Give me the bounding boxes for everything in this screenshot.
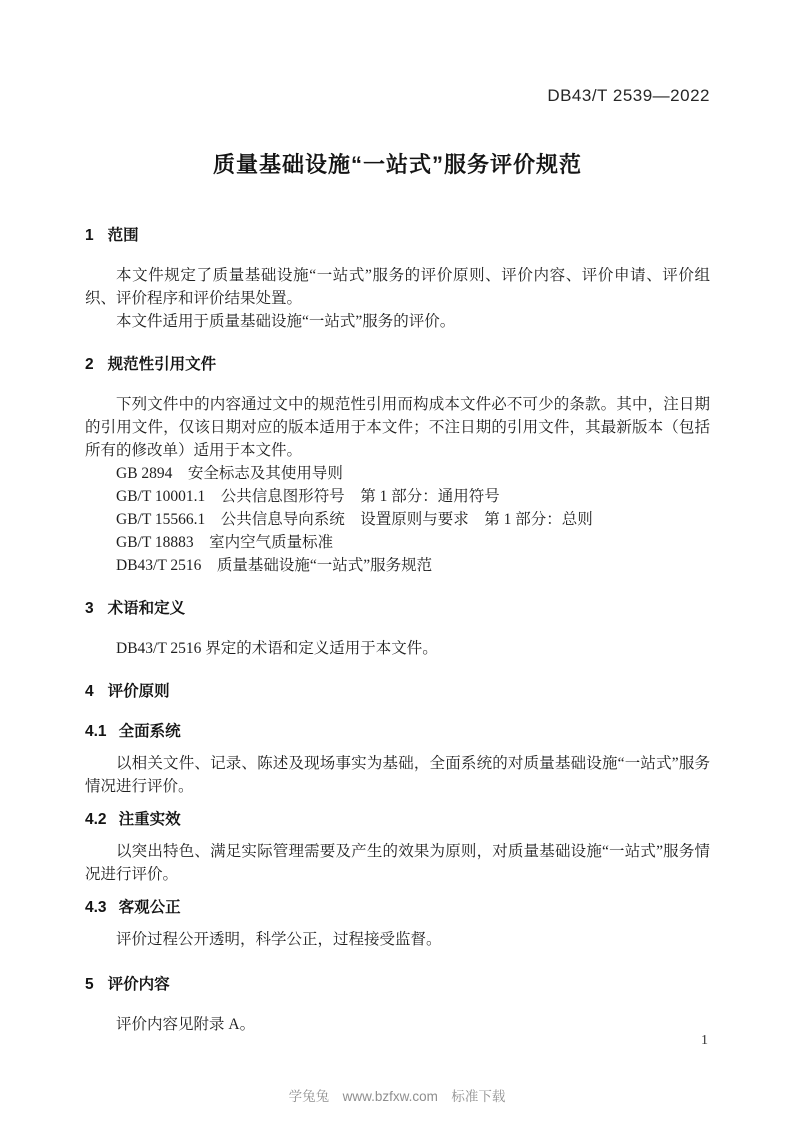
reference-item: GB/T 18883 室内空气质量标准 (116, 534, 334, 551)
paragraph-scope-2: 本文件适用于质量基础设施“一站式”服务的评价。 (116, 313, 456, 330)
section-number: 1 (85, 227, 94, 244)
subsection-title: 注重实效 (118, 811, 181, 828)
section-heading-principles (85, 680, 710, 703)
document-title: 质量基础设施“一站式”服务评价规范 (212, 152, 582, 177)
subsection-heading-effectiveness (85, 808, 710, 831)
subsection-title: 全面系统 (118, 723, 181, 740)
section-number: 5 (85, 976, 94, 993)
paragraph-comprehensive: 以相关文件、记录、陈述及现场事实为基础，全面系统的对质量基础设施“一站式”服务情况进行评价。 (85, 755, 710, 795)
reference-item: GB 2894 安全标志及其使用导则 (116, 465, 343, 482)
paragraph-objectivity: 评价过程公开透明，科学公正，过程接受监督。 (116, 931, 442, 948)
section-heading-normative-references (85, 353, 710, 376)
paragraph-normative-references: 下列文件中的内容通过文中的规范性引用而构成本文件必不可少的条款。其中，注日期的引用文件，仅该日期对应的版本适用于本文件；不注日期的引用文件，其最新版本（包括所有的修改单）适用于本文件。 (85, 396, 710, 459)
subsection-title: 客观公正 (118, 899, 181, 916)
subsection-heading-objectivity (85, 896, 710, 919)
paragraph-scope-1: 本文件规定了质量基础设施“一站式”服务的评价原则、评价内容、评价申请、评价组织、评价程序和评价结果处置。 (85, 267, 710, 307)
section-heading-terms (85, 597, 710, 620)
section-heading-evaluation-content (85, 973, 710, 996)
subsection-number: 4.3 (85, 899, 107, 916)
section-title: 评价内容 (107, 976, 170, 993)
standard-number: DB43/T 2539—2022 (547, 86, 710, 105)
section-title: 术语和定义 (107, 600, 186, 617)
page-number: 1 (701, 1033, 708, 1048)
reference-item: DB43/T 2516 质量基础设施“一站式”服务规范 (116, 557, 433, 574)
section-title: 规范性引用文件 (107, 356, 217, 373)
paragraph-effectiveness: 以突出特色、满足实际管理需要及产生的效果为原则，对质量基础设施“一站式”服务情况进行评价。 (85, 843, 710, 883)
reference-list (85, 462, 710, 577)
reference-item: GB/T 10001.1 公共信息图形符号 第 1 部分：通用符号 (116, 488, 500, 505)
section-number: 4 (85, 683, 94, 700)
section-number: 3 (85, 600, 94, 617)
paragraph-terms: DB43/T 2516 界定的术语和定义适用于本文件。 (116, 640, 438, 657)
section-title: 评价原则 (107, 683, 170, 700)
section-title: 范围 (107, 227, 139, 244)
section-heading-scope (85, 224, 710, 247)
paragraph-evaluation-content: 评价内容见附录 A。 (116, 1016, 256, 1033)
subsection-heading-comprehensive (85, 720, 710, 743)
subsection-number: 4.2 (85, 811, 107, 828)
watermark-text: 学兔兔 www.bzfxw.com 标准下载 (288, 1089, 506, 1104)
section-number: 2 (85, 356, 94, 373)
reference-item: GB/T 15566.1 公共信息导向系统 设置原则与要求 第 1 部分：总则 (116, 511, 593, 528)
subsection-number: 4.1 (85, 723, 107, 740)
